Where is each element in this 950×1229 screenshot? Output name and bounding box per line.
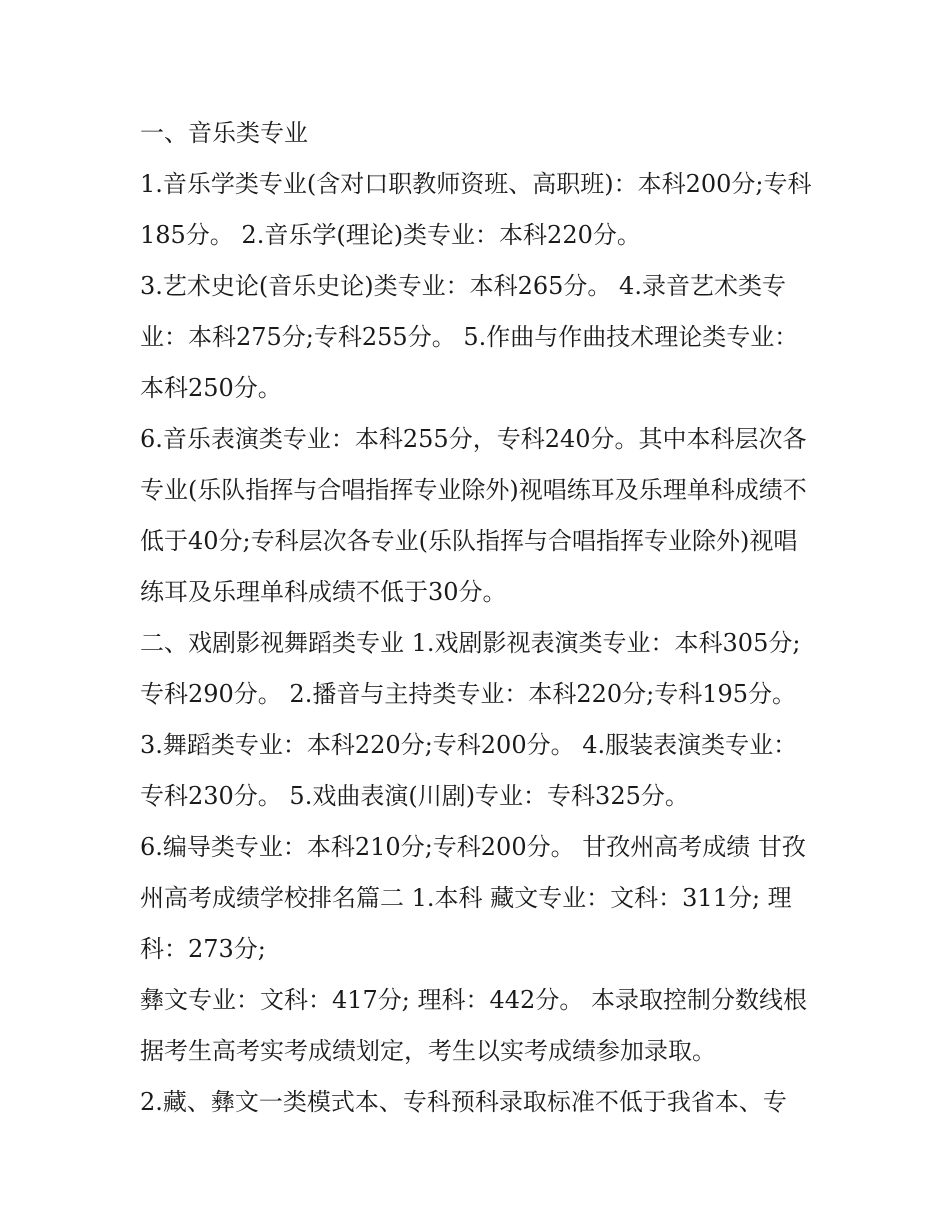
paragraph-yi-language: 彝文专业：文科：417分; 理科：442分。 本录取控制分数线根据考生高考实考成绩划定，考生以实考成绩参加录取。	[140, 986, 807, 1065]
document-body	[140, 108, 820, 1128]
paragraph-preparatory: 2.藏、彝文一类模式本、专科预科录取标准不低于我省本、专	[140, 1088, 787, 1116]
paragraph-drama-3-5: 3.舞蹈类专业：本科220分;专科200分。 4.服装表演类专业：专科230分。 5.戏曲表演(川剧)专业：专科325分。	[140, 731, 798, 810]
section-heading-music: 一、音乐类专业	[140, 119, 308, 147]
paragraph-drama-6-ganzi: 6.编导类专业：本科210分;专科200分。 甘孜州高考成绩 甘孜州高考成绩学校排名篇二 1.本科 藏文专业：文科：311分; 理科：273分;	[140, 833, 806, 963]
paragraph-music-1-2: 1.音乐学类专业(含对口职教师资班、高职班)：本科200分;专科185分。 2.音乐学(理论)类专业：本科220分。	[140, 170, 812, 249]
paragraph-music-6: 6.音乐表演类专业：本科255分，专科240分。其中本科层次各专业(乐队指挥与合唱指挥专业除外)视唱练耳及乐理单科成绩不低于40分;专科层次各专业(乐队指挥与合唱指挥专业除外)视唱练耳及乐理单科成绩不低于30分。	[140, 425, 807, 606]
paragraph-music-3-5: 3.艺术史论(音乐史论)类专业：本科265分。 4.录音艺术类专业：本科275分;专科255分。 5.作曲与作曲技术理论类专业：本科250分。	[140, 272, 799, 402]
paragraph-drama-1-2: 二、戏剧影视舞蹈类专业 1.戏剧影视表演类专业：本科305分;专科290分。 2.播音与主持类专业：本科220分;专科195分。	[140, 629, 801, 708]
